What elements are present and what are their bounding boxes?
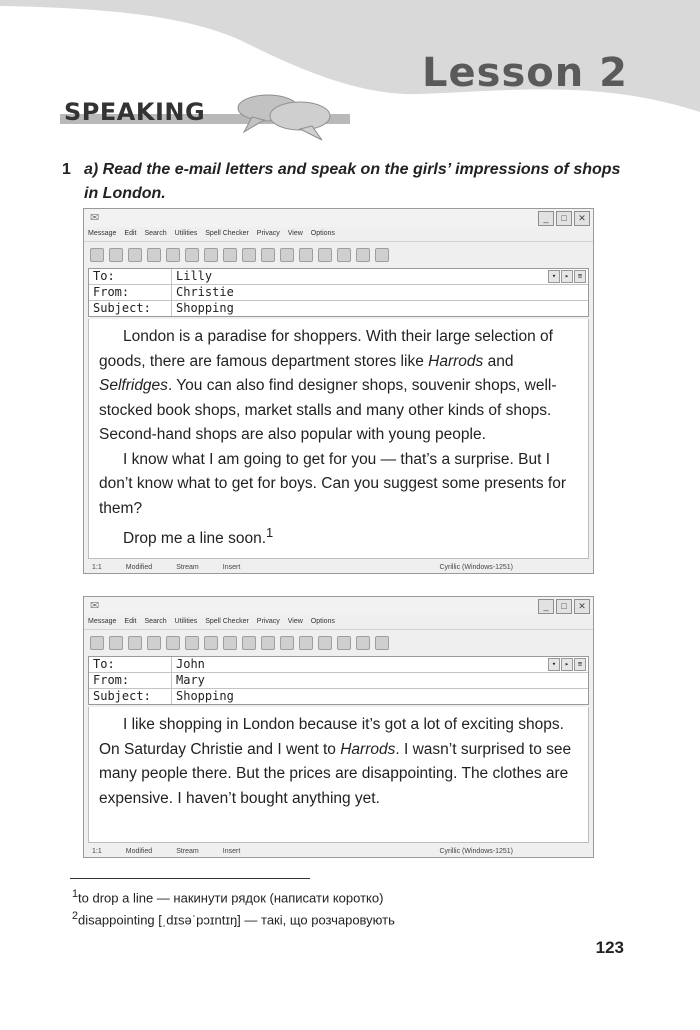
menu-view[interactable]: View — [287, 618, 303, 625]
store-name: Harrods — [428, 352, 484, 370]
menu-view[interactable]: View — [287, 230, 303, 237]
menu-options[interactable]: Options — [310, 230, 335, 237]
menu-utilities[interactable]: Utilities — [174, 230, 198, 237]
maximize-icon[interactable]: □ — [556, 599, 572, 614]
toolbar-button[interactable] — [109, 636, 123, 650]
toolbar-button[interactable] — [185, 636, 199, 650]
window-titlebar — [84, 209, 593, 227]
toolbar-button[interactable] — [166, 636, 180, 650]
menu-message[interactable]: Message — [88, 618, 117, 625]
to-field[interactable] — [172, 657, 588, 672]
toolbar-button[interactable] — [128, 248, 142, 262]
footnote-1: $^1$to drop a line — накинути рядок (написати коротко) — [72, 888, 384, 906]
dropdown-icon[interactable]: ▾ — [548, 658, 560, 671]
speech-bubbles-icon — [230, 90, 340, 146]
menu-edit[interactable]: Edit — [124, 618, 137, 625]
toolbar-button[interactable] — [223, 636, 237, 650]
menu-bar — [84, 615, 593, 629]
address-book-icon[interactable]: ≡ — [574, 658, 586, 671]
email-paragraph: Drop me a line soon.$^1$ — [123, 525, 274, 548]
toolbar-button[interactable] — [318, 248, 332, 262]
toolbar-button[interactable] — [375, 248, 389, 262]
menu-privacy[interactable]: Privacy — [256, 230, 280, 237]
window-titlebar — [84, 597, 593, 615]
from-field[interactable]: Mary — [176, 673, 205, 687]
email-body-2[interactable] — [88, 707, 589, 843]
menu-edit[interactable]: Edit — [124, 230, 137, 237]
toolbar-button[interactable] — [337, 636, 351, 650]
toolbar-button[interactable] — [356, 636, 370, 650]
footnote-ref: 1 — [266, 525, 274, 540]
to-label: To: — [89, 657, 172, 672]
menu-options[interactable]: Options — [310, 618, 335, 625]
toolbar-button[interactable] — [147, 636, 161, 650]
toolbar-button[interactable] — [204, 248, 218, 262]
toolbar-button[interactable] — [261, 636, 275, 650]
subject-field[interactable]: Shopping — [176, 301, 234, 315]
to-label: To: — [89, 269, 172, 284]
toolbar-button[interactable] — [166, 248, 180, 262]
from-field[interactable]: Christie — [176, 285, 234, 299]
toolbar-button[interactable] — [280, 248, 294, 262]
menu-bar — [84, 227, 593, 241]
toolbar-button[interactable] — [318, 636, 332, 650]
dropdown-icon[interactable]: ▾ — [548, 270, 560, 283]
menu-spell-checker[interactable]: Spell Checker — [205, 618, 249, 625]
app-icon: ✉ — [90, 212, 100, 224]
lesson-title: Lesson 2 — [422, 50, 628, 96]
menu-spell-checker[interactable]: Spell Checker — [205, 230, 249, 237]
menu-search[interactable]: Search — [144, 230, 167, 237]
toolbar-button[interactable] — [242, 248, 256, 262]
toolbar-button[interactable] — [90, 248, 104, 262]
to-value: John — [176, 657, 205, 671]
email-body-1[interactable] — [88, 319, 589, 559]
subject-label: Subject: — [89, 689, 172, 704]
email-paragraph: I like shopping in London because it’s got a lot of exciting shops. On Saturday Christie and I went to Harrods. I wasn’t surprised to see many people there. But the prices are disappointing. The clothes are expensive. I haven’t bought anything yet. — [99, 716, 572, 807]
email-paragraph: London is a paradise for shoppers. With their large selection of goods, there are famous department stores like Harrods and Selfridges. You can also find designer shops, souvenir shops, well-stocked book shops, market stalls and many other kinds of shops. Second-hand shops are also popular with young people. — [99, 328, 557, 443]
address-book-icon[interactable]: ≡ — [574, 270, 586, 283]
toolbar-button[interactable] — [109, 248, 123, 262]
toolbar — [84, 629, 593, 656]
footnote-divider — [70, 878, 310, 879]
section-title: SPEAKING — [64, 98, 206, 126]
toolbar-button[interactable] — [90, 636, 104, 650]
toolbar-button[interactable] — [223, 248, 237, 262]
toolbar-button[interactable] — [185, 248, 199, 262]
task-number: 1 — [62, 161, 71, 178]
status-bar: 1:1 Modified Stream Insert Cyrillic (Windows-1251) — [92, 563, 513, 571]
toolbar-button[interactable] — [337, 248, 351, 262]
footnote-2: $^2$disappointing [ˌdɪsəˈpɔɪntɪŋ] — такі, що розчаровують — [72, 910, 395, 928]
task-instruction — [62, 158, 622, 206]
toolbar-button[interactable] — [128, 636, 142, 650]
close-icon[interactable]: ✕ — [574, 599, 590, 614]
maximize-icon[interactable]: □ — [556, 211, 572, 226]
minimize-icon[interactable]: _ — [538, 599, 554, 614]
toolbar-button[interactable] — [280, 636, 294, 650]
to-value: Lilly — [176, 269, 213, 283]
email-paragraph: I know what I am going to get for you — that’s a surprise. But I don’t know what to get for boys. Can you suggest some presents for them? — [99, 450, 566, 517]
page-number: 123 — [595, 938, 624, 957]
email-header-fields — [88, 656, 589, 705]
close-icon[interactable]: ✕ — [574, 211, 590, 226]
email-window-1 — [83, 208, 594, 574]
status-bar: 1:1 Modified Stream Insert Cyrillic (Windows-1251) — [92, 847, 513, 855]
store-name: Selfridges — [99, 377, 168, 394]
email-window-2 — [83, 596, 594, 858]
app-icon: ✉ — [90, 600, 100, 612]
menu-message[interactable]: Message — [88, 230, 117, 237]
from-label: From: — [89, 285, 172, 300]
store-name: Harrods — [340, 740, 396, 758]
subject-field[interactable]: Shopping — [176, 689, 234, 703]
toolbar-button[interactable] — [242, 636, 256, 650]
email-header-fields — [88, 268, 589, 317]
menu-privacy[interactable]: Privacy — [256, 618, 280, 625]
to-field[interactable] — [172, 269, 588, 284]
menu-search[interactable]: Search — [144, 618, 167, 625]
arrow-icon[interactable]: ▸ — [561, 270, 573, 283]
subject-label: Subject: — [89, 301, 172, 316]
from-label: From: — [89, 673, 172, 688]
toolbar-button[interactable] — [299, 636, 313, 650]
toolbar-button[interactable] — [299, 248, 313, 262]
toolbar-button[interactable] — [375, 636, 389, 650]
toolbar-button[interactable] — [147, 248, 161, 262]
arrow-icon[interactable]: ▸ — [561, 658, 573, 671]
minimize-icon[interactable]: _ — [538, 211, 554, 226]
toolbar — [84, 241, 593, 268]
menu-utilities[interactable]: Utilities — [174, 618, 198, 625]
toolbar-button[interactable] — [261, 248, 275, 262]
toolbar-button[interactable] — [356, 248, 370, 262]
toolbar-button[interactable] — [204, 636, 218, 650]
task-text: a) Read the e-mail letters and speak on the girls’ impressions of shops in London. — [84, 161, 621, 202]
